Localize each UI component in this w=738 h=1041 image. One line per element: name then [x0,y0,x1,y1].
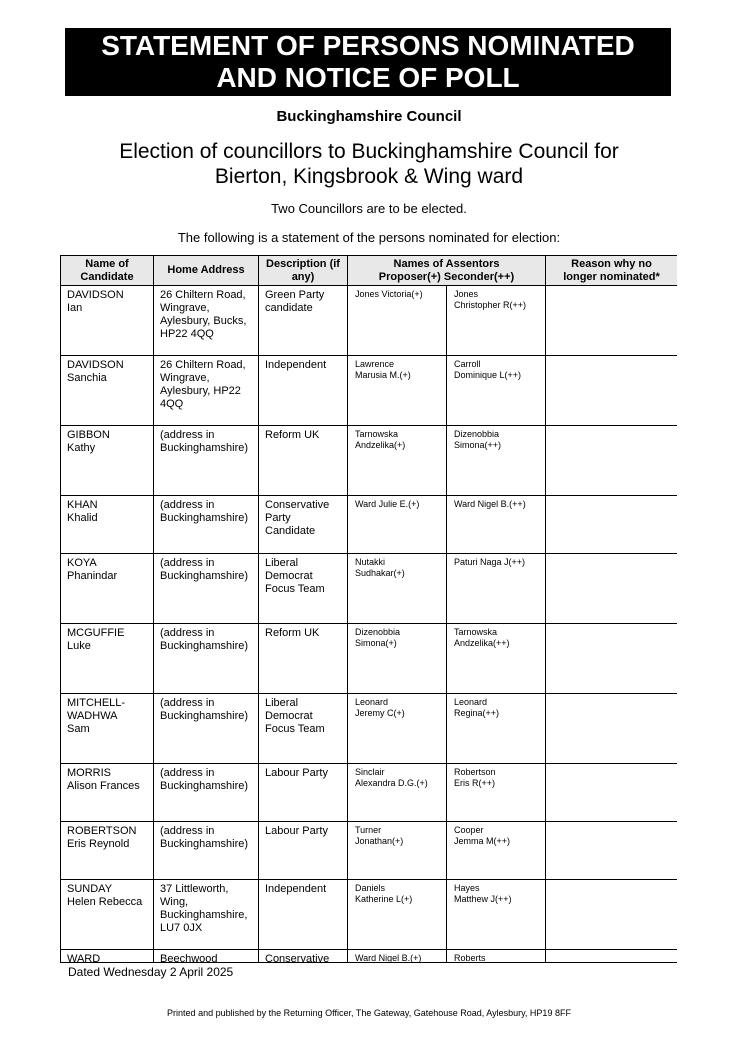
reason-cell [546,694,678,764]
seconder-cell: Roberts [447,950,546,964]
home-address-cell: (address in Buckinghamshire) [154,426,259,496]
dated-line: Dated Wednesday 2 April 2025 [68,965,234,979]
table-row [61,286,678,356]
seconder-cell: Hayes Matthew J(++) [447,880,546,950]
description-cell: Green Party candidate [259,286,348,356]
home-address-cell: Beechwood [154,950,259,964]
proposer-cell: Tarnowska Andzelika(+) [348,426,447,496]
candidate-name-cell: KHAN Khalid [61,496,154,554]
table-row [61,880,678,950]
reason-cell [546,624,678,694]
description-cell: Labour Party [259,764,348,822]
candidate-name-cell: KOYA Phanindar [61,554,154,624]
reason-cell [546,822,678,880]
header-description: Description (if any) [259,256,348,286]
reason-cell [546,554,678,624]
table-row [61,426,678,496]
proposer-cell: Nutakki Sudhakar(+) [348,554,447,624]
proposer-cell: Leonard Jeremy C(+) [348,694,447,764]
seconder-cell: Paturi Naga J(++) [447,554,546,624]
table-row [61,554,678,624]
home-address-cell: (address in Buckinghamshire) [154,496,259,554]
description-cell: Liberal Democrat Focus Team [259,694,348,764]
table-row [61,356,678,426]
candidate-name-cell: GIBBON Kathy [61,426,154,496]
description-cell: Reform UK [259,624,348,694]
nominations-table-wrapper [60,255,677,963]
home-address-cell: 26 Chiltern Road, Wingrave, Aylesbury, HP22 4QQ [154,356,259,426]
nominations-table [60,255,677,963]
table-row [61,694,678,764]
candidate-name-cell: DAVIDSON Sanchia [61,356,154,426]
home-address-cell: 26 Chiltern Road, Wingrave, Aylesbury, Bucks, HP22 4QQ [154,286,259,356]
table-row [61,822,678,880]
title-line-1: STATEMENT OF PERSONS NOMINATED [101,30,635,61]
seconder-cell: Leonard Regina(++) [447,694,546,764]
candidate-name-cell: ROBERTSON Eris Reynold [61,822,154,880]
table-row [61,624,678,694]
proposer-cell: Daniels Katherine L(+) [348,880,447,950]
seats-statement: Two Councillors are to be elected. [271,201,467,216]
council-name: Buckinghamshire Council [276,108,462,125]
home-address-cell: 37 Littleworth, Wing, Buckinghamshire, LU7 0JX [154,880,259,950]
description-cell: Independent [259,356,348,426]
proposer-cell: Turner Jonathan(+) [348,822,447,880]
home-address-cell: (address in Buckinghamshire) [154,554,259,624]
description-cell: Liberal Democrat Focus Team [259,554,348,624]
table-header-row [61,256,678,286]
seconder-cell: Robertson Eris R(++) [447,764,546,822]
seconder-cell: Dizenobbia Simona(++) [447,426,546,496]
reason-cell [546,426,678,496]
candidate-name-cell: MCGUFFIE Luke [61,624,154,694]
candidate-name-cell: WARD [61,950,154,964]
reason-cell [546,356,678,426]
table-row [61,496,678,554]
seconder-cell: Carroll Dominique L(++) [447,356,546,426]
header-assentors: Names of Assentors Proposer(+) Seconder(++) [348,256,546,286]
header-name: Name of Candidate [61,256,154,286]
description-cell: Reform UK [259,426,348,496]
home-address-cell: (address in Buckinghamshire) [154,822,259,880]
seconder-cell: Ward Nigel B.(++) [447,496,546,554]
description-cell: Conservative [259,950,348,964]
header-reason: Reason why no longer nominated* [546,256,678,286]
election-line-1: Election of councillors to Buckinghamshire Council for [119,140,619,163]
election-line-2: Bierton, Kingsbrook & Wing ward [214,165,524,188]
candidate-name-cell: MITCHELL- WADHWA Sam [61,694,154,764]
seconder-cell: Jones Christopher R(++) [447,286,546,356]
reason-cell [546,286,678,356]
home-address-cell: (address in Buckinghamshire) [154,624,259,694]
title-line-2: AND NOTICE OF POLL [216,62,520,93]
imprint-footer: Printed and published by the Returning Officer, The Gateway, Gatehouse Road, Aylesbury, HP19 8FF [167,1008,571,1018]
home-address-cell: (address in Buckinghamshire) [154,764,259,822]
table-row [61,764,678,822]
intro-statement: The following is a statement of the persons nominated for election: [177,230,561,245]
candidate-name-cell: MORRIS Alison Frances [61,764,154,822]
reason-cell [546,880,678,950]
reason-cell [546,950,678,964]
proposer-cell: Dizenobbia Simona(+) [348,624,447,694]
reason-cell [546,764,678,822]
description-cell: Labour Party [259,822,348,880]
candidate-name-cell: DAVIDSON Ian [61,286,154,356]
description-cell: Conservative Party Candidate [259,496,348,554]
seconder-cell: Tarnowska Andzelika(++) [447,624,546,694]
proposer-cell: Sinclair Alexandra D.G.(+) [348,764,447,822]
reason-cell [546,496,678,554]
seconder-cell: Cooper Jemma M(++) [447,822,546,880]
election-heading [0,139,738,189]
proposer-cell: Lawrence Marusia M.(+) [348,356,447,426]
header-address: Home Address [154,256,259,286]
description-cell: Independent [259,880,348,950]
proposer-cell: Jones Victoria(+) [348,286,447,356]
proposer-cell: Ward Nigel B.(+) [348,950,447,964]
table-row [61,950,678,964]
document-title-banner [65,28,671,96]
candidate-name-cell: SUNDAY Helen Rebecca [61,880,154,950]
home-address-cell: (address in Buckinghamshire) [154,694,259,764]
proposer-cell: Ward Julie E.(+) [348,496,447,554]
